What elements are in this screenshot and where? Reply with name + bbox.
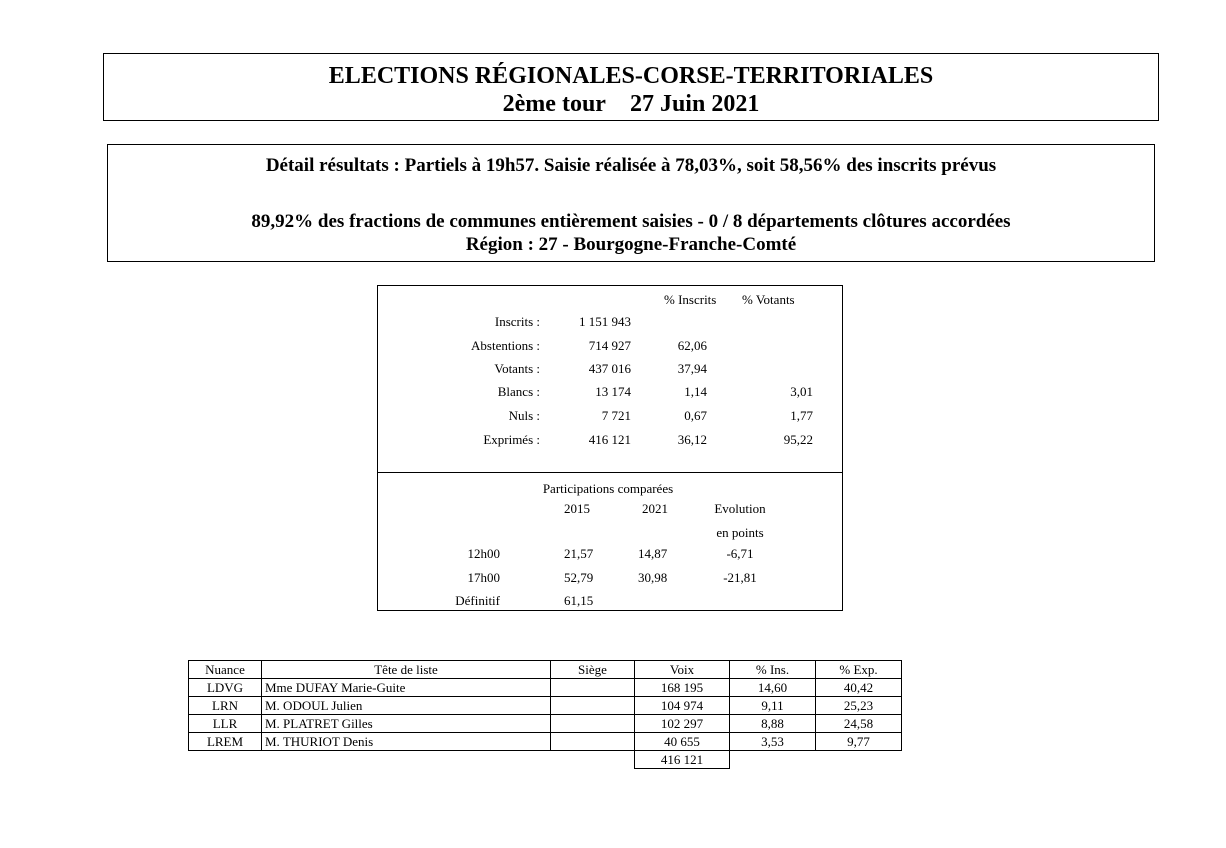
tete-de-liste-cell: M. THURIOT Denis — [262, 733, 551, 751]
participation-2015: 52,79 — [564, 570, 594, 585]
pct-ins-cell: 14,60 — [730, 679, 816, 697]
participation-label: 17h00 — [467, 570, 500, 585]
pct-ins-cell: 3,53 — [730, 733, 816, 751]
empty-cell — [730, 751, 816, 769]
pct-exp-cell: 24,58 — [816, 715, 902, 733]
summary-pct-inscrits: 1,14 — [684, 384, 707, 399]
summary-value: 437 016 — [588, 361, 631, 376]
participation-evolution: -21,81 — [723, 570, 757, 585]
siege-cell — [551, 679, 635, 697]
header-voix: Voix — [635, 661, 730, 679]
summary-value: 1 151 943 — [579, 314, 631, 329]
summary-pct-votants: 3,01 — [790, 384, 813, 399]
summary-label: Abstentions : — [471, 338, 540, 353]
title-box — [103, 53, 1159, 121]
summary-label: Inscrits : — [494, 314, 540, 329]
summary-value: 7 721 — [601, 408, 631, 423]
tete-de-liste-cell: M. PLATRET Gilles — [262, 715, 551, 733]
pct-exp-cell: 40,42 — [816, 679, 902, 697]
nuance-cell: LDVG — [189, 679, 262, 697]
table-row — [189, 679, 902, 697]
col-evolution-unit: en points — [716, 525, 764, 540]
summary-label: Nuls : — [508, 408, 540, 423]
region-line: Région : 27 - Bourgogne-Franche-Comté — [465, 234, 797, 255]
participation-evolution: -6,71 — [726, 546, 754, 561]
summary-pct-inscrits: 37,94 — [677, 361, 707, 376]
summary-pct-inscrits: 62,06 — [677, 338, 707, 353]
detail-box — [107, 144, 1155, 262]
col-2015: 2015 — [564, 501, 590, 516]
summary-label: Blancs : — [497, 384, 540, 399]
summary-value: 416 121 — [588, 432, 631, 447]
participation-2015: 21,57 — [564, 546, 594, 561]
detail-line-2: 89,92% des fractions de communes entièrement saisies - 0 / 8 départements clôtures accordées — [251, 211, 1011, 232]
header-pct-inscrits: % Inscrits — [664, 292, 717, 307]
summary-label: Exprimés : — [483, 432, 540, 447]
summary-label: Votants : — [494, 361, 540, 376]
pct-ins-cell: 8,88 — [730, 715, 816, 733]
summary-value: 13 174 — [595, 384, 631, 399]
election-date: 27 Juin 2021 — [629, 91, 760, 117]
header-pct-votants: % Votants — [742, 292, 795, 307]
results-header-row — [189, 661, 902, 679]
detail-line-1: Détail résultats : Partiels à 19h57. Saisie réalisée à 78,03%, soit 58,56% des inscrits prévus — [265, 155, 997, 176]
summary-divider — [377, 472, 843, 473]
nuance-cell: LRN — [189, 697, 262, 715]
participation-label: 12h00 — [467, 546, 500, 561]
table-row — [189, 715, 902, 733]
total-voix-cell: 416 121 — [635, 751, 730, 769]
empty-cell — [551, 751, 635, 769]
participation-2021: 30,98 — [638, 570, 668, 585]
round-date — [104, 90, 1158, 118]
empty-cell — [189, 751, 262, 769]
voix-cell: 102 297 — [635, 715, 730, 733]
summary-pct-votants: 1,77 — [790, 408, 813, 423]
participation-2015: 61,15 — [564, 593, 594, 608]
header-tete-de-liste: Tête de liste — [262, 661, 551, 679]
voix-cell: 168 195 — [635, 679, 730, 697]
tete-de-liste-cell: M. ODOUL Julien — [262, 697, 551, 715]
empty-cell — [262, 751, 551, 769]
participation-label: Définitif — [455, 593, 500, 608]
page-title: ELECTIONS RÉGIONALES-CORSE-TERRITORIALES — [328, 63, 934, 89]
participation-title: Participations comparées — [542, 481, 674, 496]
summary-pct-inscrits: 36,12 — [677, 432, 707, 447]
nuance-cell: LREM — [189, 733, 262, 751]
round-label: 2ème tour — [502, 91, 606, 117]
summary-pct-inscrits: 0,67 — [684, 408, 707, 423]
results-table — [188, 660, 902, 769]
header-siege: Siège — [551, 661, 635, 679]
header-pct-ins: % Ins. — [730, 661, 816, 679]
pct-ins-cell: 9,11 — [730, 697, 816, 715]
voix-cell: 40 655 — [635, 733, 730, 751]
header-pct-exp: % Exp. — [816, 661, 902, 679]
summary-pct-votants: 95,22 — [783, 432, 813, 447]
siege-cell — [551, 697, 635, 715]
pct-exp-cell: 9,77 — [816, 733, 902, 751]
table-row — [189, 697, 902, 715]
col-2021: 2021 — [642, 501, 668, 516]
total-row — [189, 751, 902, 769]
table-row — [189, 733, 902, 751]
tete-de-liste-cell: Mme DUFAY Marie-Guite — [262, 679, 551, 697]
empty-cell — [816, 751, 902, 769]
header-nuance: Nuance — [189, 661, 262, 679]
siege-cell — [551, 733, 635, 751]
col-evolution: Evolution — [714, 501, 766, 516]
nuance-cell: LLR — [189, 715, 262, 733]
voix-cell: 104 974 — [635, 697, 730, 715]
summary-panel — [377, 285, 843, 611]
summary-value: 714 927 — [588, 338, 631, 353]
participation-2021: 14,87 — [638, 546, 668, 561]
siege-cell — [551, 715, 635, 733]
pct-exp-cell: 25,23 — [816, 697, 902, 715]
